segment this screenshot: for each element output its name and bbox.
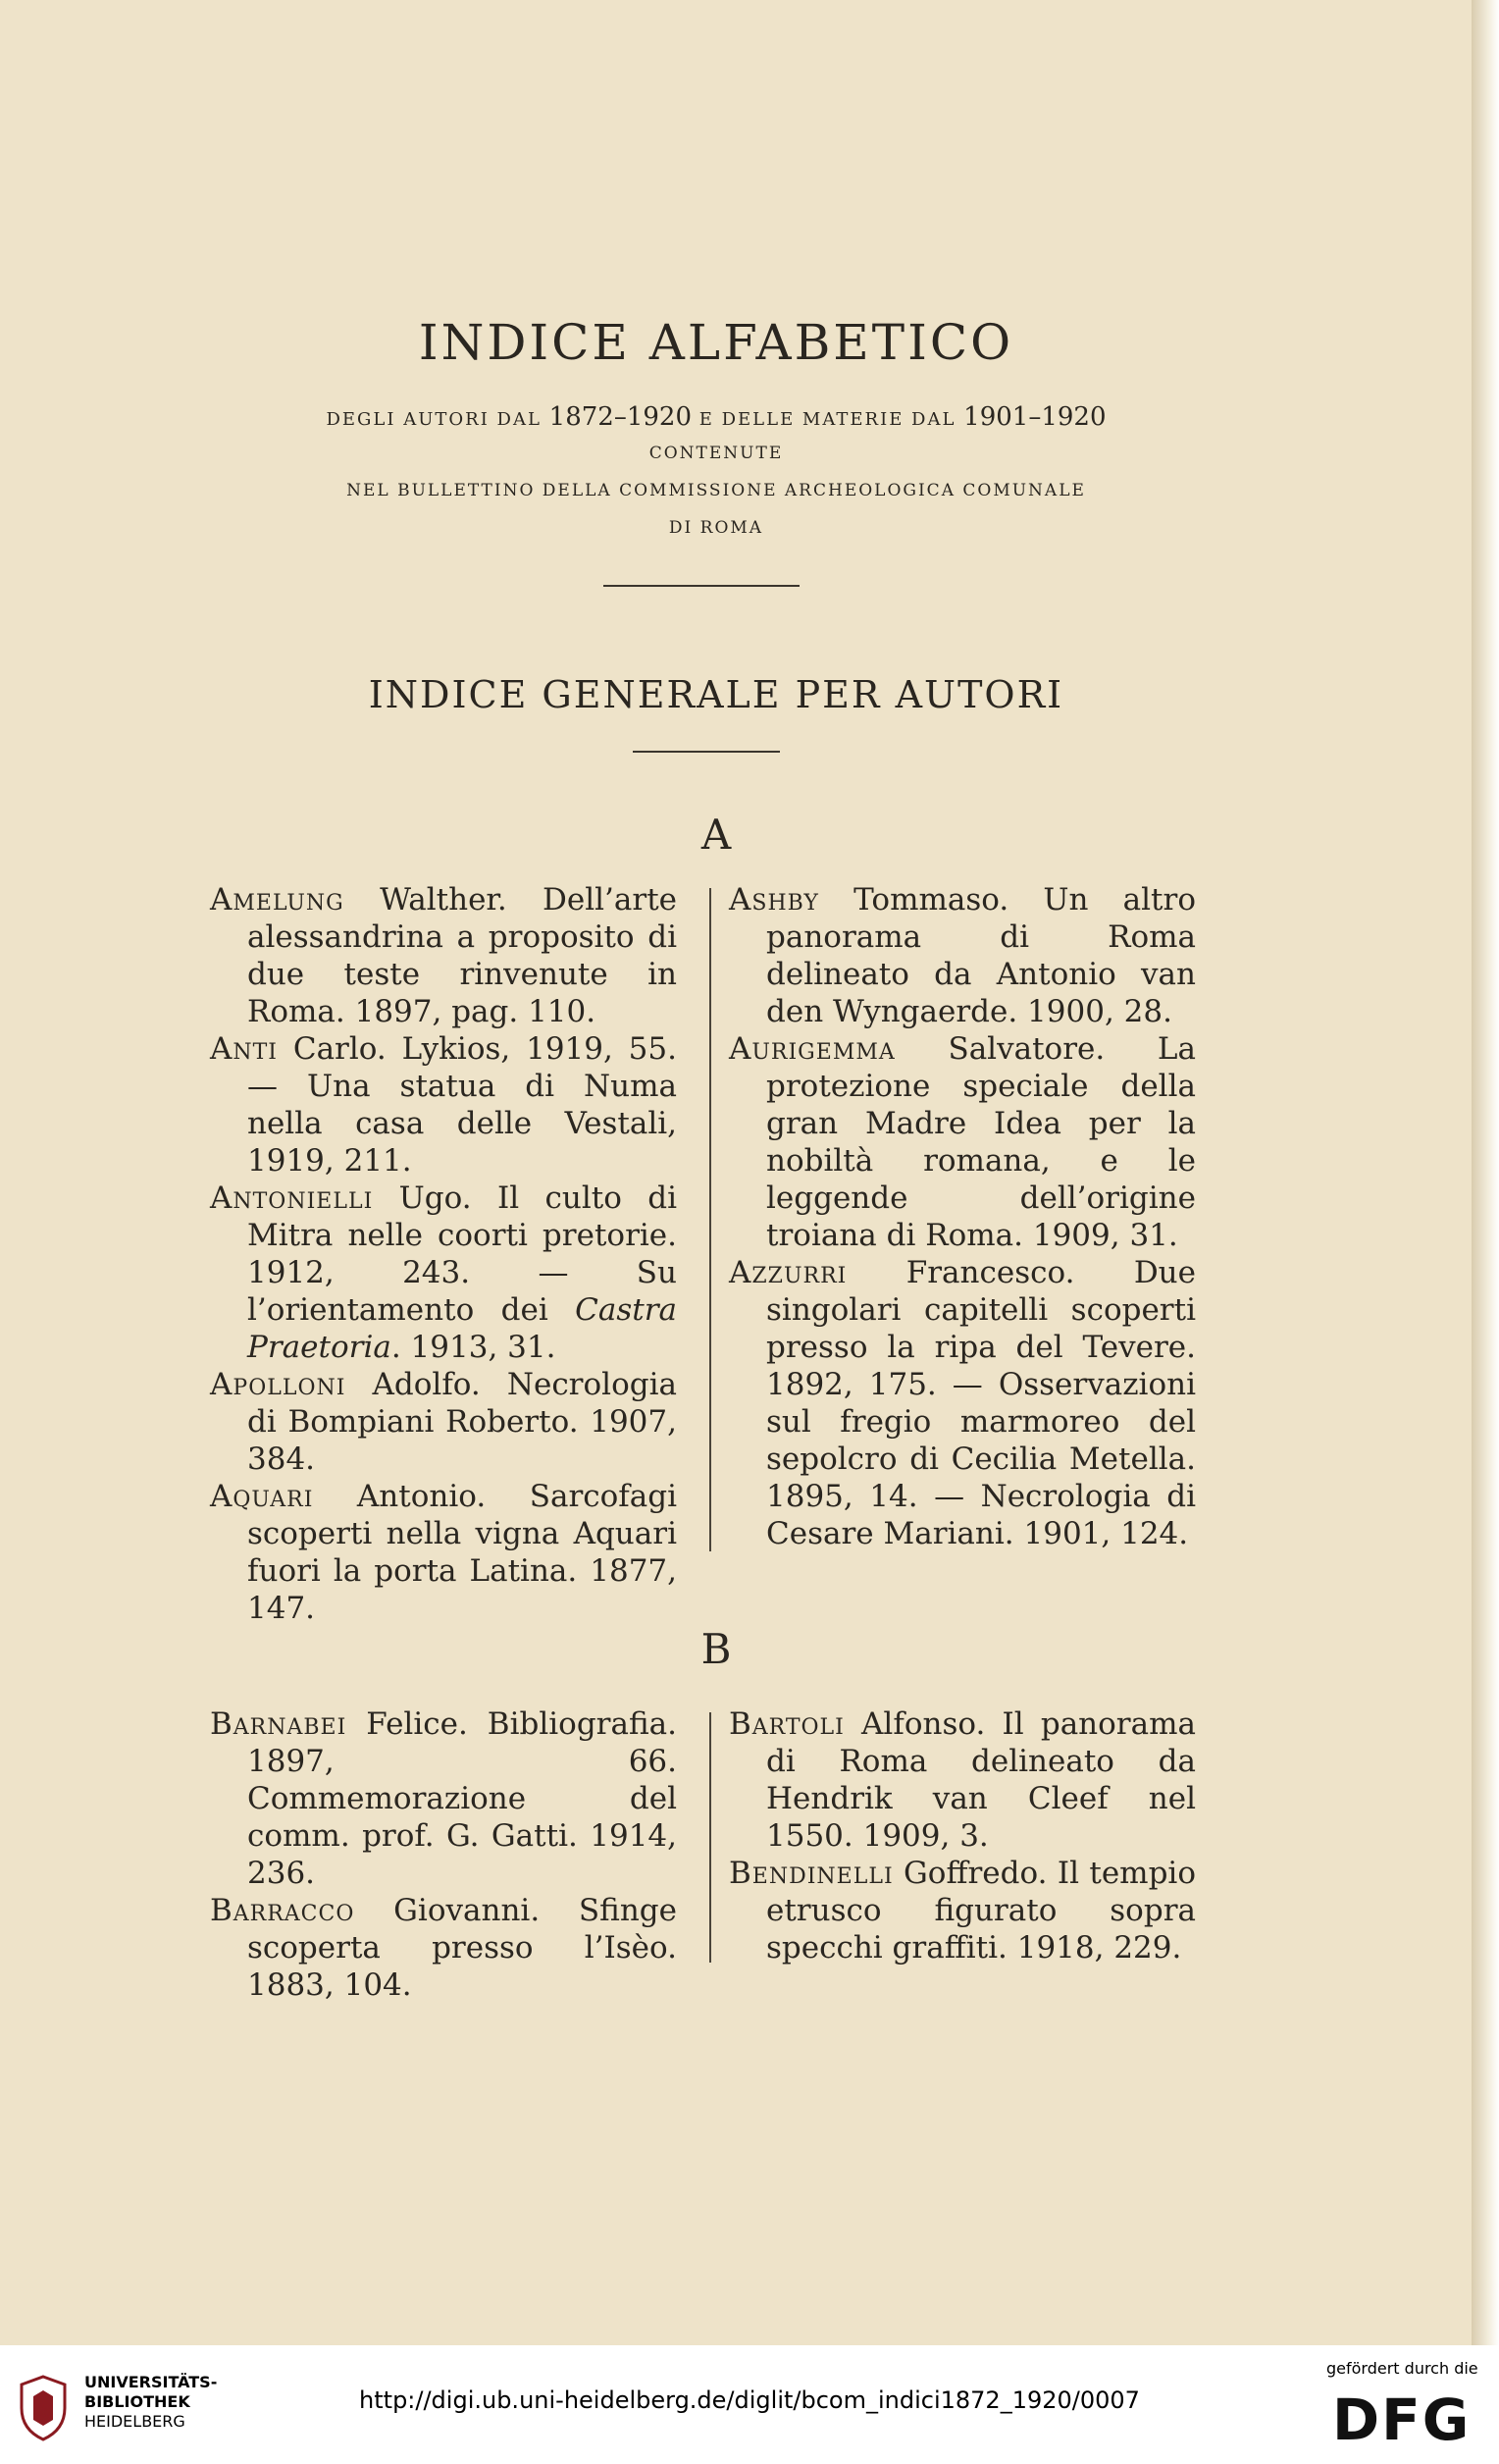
index-entry [729, 1254, 1196, 1552]
entry-text: Walther. Dell’arte alessandrina a proposito di due teste rinvenute in Roma. 1897, pag. 110. [247, 882, 677, 1029]
column-a-right [729, 881, 1196, 1552]
library-name-line-3: HEIDELBERG [84, 2412, 185, 2431]
entry-text: Antonio. Sarcofagi scoperti nella vigna Aquari fuori la porta Latina. 1877, 147. [247, 1479, 677, 1626]
subtitle-line-1 [0, 402, 1432, 432]
entry-author: Anti [210, 1031, 279, 1067]
index-entry [729, 881, 1196, 1030]
entry-text: Carlo. Lykios, 1919, 55. — Una statua di Numa nella casa delle Vestali, 1919, 211. [247, 1031, 677, 1179]
letter-heading-a: A [700, 811, 732, 859]
index-entry [729, 1855, 1196, 1966]
entry-text: Alfonso. Il panorama di Roma delineato da Hendrik van Cleef nel 1550. 1909, 3. [766, 1706, 1196, 1854]
entry-italic-text: Castra Praetoria [247, 1292, 677, 1365]
entry-author: Barracco [210, 1893, 355, 1928]
entry-text: Ugo. Il culto di Mitra nelle coorti pretorie. 1912, 243. — Su l’orientamento dei [247, 1180, 677, 1328]
section-divider [633, 751, 780, 753]
entry-text: Adolfo. Necrologia di Bompiani Roberto. 1907, 384. [247, 1367, 677, 1477]
index-entry [729, 1705, 1196, 1855]
letter-heading-b: B [700, 1625, 732, 1673]
source-url-link[interactable]: http://digi.ub.uni-heidelberg.de/diglit/bcom_indici1872_1920/0007 [359, 2386, 1140, 2414]
index-entry [729, 1030, 1196, 1254]
digitization-footer [0, 2345, 1499, 2464]
subtitle-authors-years: 1872–1920 [548, 402, 692, 432]
subtitle-line-3: NEL BULLETTINO DELLA COMMISSIONE ARCHEOLOGICA COMUNALE [346, 481, 1086, 500]
subtitle-authors-text: DEGLI AUTORI DAL [326, 409, 542, 430]
section-title: INDICE GENERALE PER AUTORI [368, 673, 1064, 716]
entry-author: Aquari [210, 1479, 314, 1514]
column-divider [709, 1712, 711, 1963]
entry-text: Tommaso. Un altro panorama di Roma delineato da Antonio van den Wyngaerde. 1900, 28. [766, 882, 1196, 1029]
entry-text: Goffredo. Il tempio etrusco figurato sopra specchi graffiti. 1918, 229. [766, 1856, 1196, 1966]
entry-author: Aurigemma [729, 1031, 896, 1067]
entry-author: Antonielli [210, 1180, 374, 1216]
column-b-right [729, 1705, 1196, 1966]
index-entry [210, 1478, 677, 1627]
subtitle-subjects-text: E DELLE MATERIE DAL [698, 409, 956, 430]
library-name-line-1: UNIVERSITÄTS- [84, 2373, 218, 2391]
column-divider [709, 888, 711, 1551]
library-name-line-2: BIBLIOTHEK [84, 2392, 190, 2411]
subtitle-line-2: CONTENUTE [648, 444, 784, 463]
entry-author: Azzurri [729, 1255, 848, 1290]
column-b-left [210, 1705, 677, 2004]
index-entry [210, 1892, 677, 2004]
subtitle-subjects-years: 1901–1920 [963, 402, 1107, 432]
entry-text: Giovanni. Sfinge scoperta presso l’Isèo. 1883, 104. [247, 1893, 677, 2003]
index-entry [210, 1180, 677, 1366]
entry-text: Francesco. Due singolari capitelli scoperti presso la ripa del Tevere. 1892, 175. — Osservazioni sul fregio marmoreo del sepolcro di Cecilia Metella. 1895, 14. — Necrologia di Cesare Mariani. 1901, 124. [766, 1255, 1196, 1551]
subtitle-line-4: DI ROMA [668, 518, 764, 538]
index-entry [210, 1705, 677, 1892]
entry-author: Bartoli [729, 1706, 845, 1742]
index-entry [210, 1366, 677, 1478]
entry-author: Bendinelli [729, 1856, 894, 1891]
title-divider [603, 585, 800, 587]
entry-author: Apolloni [210, 1367, 346, 1402]
entry-author: Barnabei [210, 1706, 347, 1742]
index-entry [210, 881, 677, 1030]
entry-text-after: . 1913, 31. [390, 1330, 556, 1365]
page-edge [1472, 0, 1499, 2345]
entry-author: Amelung [210, 882, 344, 917]
page-title: INDICE ALFABETICO [418, 314, 1014, 371]
svg-text:DFG: DFG [1332, 2386, 1472, 2449]
funded-by-label: gefördert durch die [1326, 2359, 1478, 2378]
entry-text: Felice. Bibliografia. 1897, 66. Commemorazione del comm. prof. G. Gatti. 1914, 236. [247, 1706, 677, 1891]
index-entry [210, 1030, 677, 1180]
column-a-left [210, 881, 677, 1627]
entry-text: Salvatore. La protezione speciale della gran Madre Idea per la nobiltà romana, e le leggende dell’origine troiana di Roma. 1909, 31. [766, 1031, 1196, 1253]
dfg-logo-icon [1332, 2386, 1479, 2449]
entry-author: Ashby [729, 882, 819, 917]
